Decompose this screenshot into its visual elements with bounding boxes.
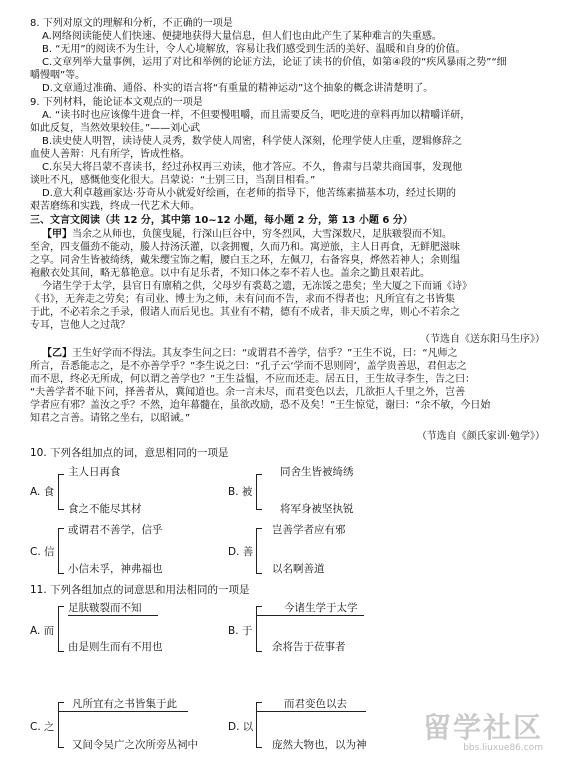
q11-stem: 11. 下列各组加点的词意思和用法相同的一项是 <box>30 584 250 596</box>
q8-option-a: A.网络阅读能使人们快速、便捷地获得大量信息，但人们也由此产生了某种难言的失重感。 <box>42 31 442 42</box>
q11-option-c-top: 凡所宜有之书皆集于此 <box>72 698 177 710</box>
q11-option-d-letter: D. 以 <box>228 721 254 733</box>
q8-stem: 8. 下列对原文的理解和分析，不正确的一项是 <box>30 18 233 29</box>
q10-option-c-top: 或谓君不善学，信乎 <box>68 524 163 536</box>
q10-option-d-letter: D. 善 <box>228 546 254 558</box>
q10-option-c-bracket <box>58 528 64 574</box>
q11-option-a-letter: A. 而 <box>30 625 55 637</box>
passage-jia-line6: 《书》，无奔走之劳矣；有司业、博士为之师，未有问而不告，求而不得者也；凡所宜有之书皆集 <box>30 294 455 305</box>
q11-option-a-top: 足肤皲裂而不知 <box>68 602 142 614</box>
passage-jia-line5: 今诸生学于太学，县官日有廪稍之供，父母岁有裘葛之遗，无冻馁之患矣；坐大厦之下而诵《诗》 <box>42 281 472 292</box>
q9-option-a: A. “读书时也应该像牛进食一样，不但要慢咀嚼，而且需要反刍，吧吃进的章料再加以精嚼详研， <box>42 110 471 121</box>
q9-stem: 9. 下列材料，能论证本文观点的一项是 <box>30 97 203 108</box>
passage-jia-text: 当余之从师也，负箧曳屣，行深山巨谷中，穷冬烈风，大雪深数尺，足肤皲裂而不知。 <box>72 229 452 240</box>
q9-option-b: B.读史使人明智，读诗使人灵秀，数学使人周密，科学使人深刻，伦理学使人庄重，逻辑修辞之 <box>42 136 463 147</box>
q9-option-a-cont: 如此反复，当然效果较佳。”——刘心武 <box>30 123 201 134</box>
q10-option-d-bracket <box>256 528 262 574</box>
passage-yi-line5: 学者应有邪？盖汝之乎？不然，迨年幕髓在，虽欲改励，恐不及矣！”王生惊觉，谢曰：“余不敏，今日始 <box>30 400 491 411</box>
passage-jia-line4: 袍敝衣处其间，略无慕艳意。以中有足乐者，不知口体之奉不若人也。盖余之勤且艰若此。 <box>30 268 430 279</box>
q10-option-a-letter: A. 食 <box>30 486 55 498</box>
passage-yi-line2: 所言，吾悉能志之，是不亦善学乎？”李生说之曰：“孔子云‘学而不思则罔’，盖学贵善思，君但志之 <box>30 361 467 372</box>
q10-option-b-bracket <box>256 474 262 510</box>
q10-option-c-bottom: 小信未孚，神弗福也 <box>68 563 163 575</box>
q9-option-c-cont: 谈吐不凡，感慨他变化很大。吕蒙说：“士别三日，当刮目相看。” <box>30 175 316 186</box>
passage-jia-line7: 于此，不必若余之手录，假诸人而后见也。其业有不精，德有不成者，非天质之卑，则心不若余之 <box>30 307 460 318</box>
passage-jia-source: （节选自《送东阳马生序》） <box>420 334 545 345</box>
q10-option-d-bottom: 以名啊善道 <box>272 563 325 575</box>
q9-option-d-cont: 艰苦磨练和实践，终成一代艺术大师。 <box>30 201 200 212</box>
q11-option-a-bottom: 由是则生而有不用也 <box>68 641 163 653</box>
q10-option-b-letter: B. 被 <box>228 486 253 498</box>
q11-option-d-top: 而君变色以去 <box>284 698 347 710</box>
q10-stem: 10. 下列各组加点的词，意思相同的一项是 <box>30 447 229 459</box>
passage-yi-line3: 而不思，终必无所成，何以谓之善学也？”王生益愠，不应而还走。居五日，王生故寻李生，告之曰： <box>30 374 476 385</box>
passage-yi-source: （节选自《颜氏家训·勉学》） <box>416 431 545 442</box>
q11-option-c-top-underline <box>58 711 188 712</box>
passage-yi-line1 <box>42 347 545 360</box>
passage-yi-line4: “夫善学者不耻下问，择善者从，冀闻道也。余一言未尽，而君变色以去，几欲拒人千里之外，岂善 <box>30 387 466 398</box>
passage-jia-line2: 至舍，四支僵劲不能动，媵人持汤沃灌，以衾拥覆，久而乃和。寓逆旅，主人日再食，无鲜肥滋味 <box>30 242 460 253</box>
section3-header: 三、文言文阅读（共 12 分，其中第 10~12 小题，每小题 2 分，第 13 小题 6 分） <box>30 215 413 226</box>
q11-option-d-top-underline <box>256 711 366 712</box>
passage-jia-line1 <box>42 228 545 241</box>
q10-option-a-top: 主人日再食 <box>68 466 121 478</box>
q11-option-c-bottom: 又间令吴广之次所旁丛祠中 <box>72 739 198 751</box>
watermark-logo-text: 留学社区 <box>422 711 543 744</box>
q11-option-d-bracket <box>256 702 262 748</box>
site-watermark <box>423 713 543 754</box>
q11-option-c-bracket <box>58 702 64 748</box>
q11-option-b-top-underline <box>256 615 364 616</box>
q11-option-b-bracket <box>256 606 262 652</box>
q11-option-b-bottom: 余将告于莅事者 <box>272 641 346 653</box>
q11-option-d-bottom: 庞然大物也，以为神 <box>272 739 367 751</box>
passage-jia-line8: 专耳，岂他人之过哉？ <box>30 320 130 331</box>
q8-option-d: D.文章通过准确、通俗、朴实的语言将“有重量的精神运动”这个抽象的概念讲清楚明了。 <box>42 83 434 94</box>
q11-option-a-bracket <box>58 606 64 652</box>
passage-jia-line3: 之享。同舍生皆被绮绣，戴朱缨宝饰之帽，腰白玉之环，左佩刀，右备容臭，烨然若神人；余则缊 <box>30 255 460 266</box>
q11-option-b-letter: B. 于 <box>228 625 253 637</box>
passage-yi-line6: 知君之言善。请铭之坐右，以昭诫。” <box>30 413 191 424</box>
q9-option-d: D.意大利卓越画家达·芬奇从小就爱好绘画，在老师的指导下，他苦练素描基本功，经过长期的 <box>42 188 457 199</box>
q8-option-b: B. “无用”的阅读不为生计，令人心境解放，容易让我们感受到生活的美好、温暖和自身的价值。 <box>42 44 466 55</box>
q10-option-d-top: 岂善学者应有邪 <box>272 524 346 536</box>
q11-option-c-letter: C. 之 <box>30 721 55 733</box>
passage-jia-label: 【甲】 <box>42 229 72 240</box>
q8-option-c: C.文章列举大量事例，运用了对比和举例的论证方法，论证了读书的价值，如第④段的“疾风暴雨之势”“细 <box>42 57 507 68</box>
q10-option-b-top: 同舍生皆被绮绣 <box>280 466 354 478</box>
q10-option-a-bracket <box>58 474 64 510</box>
q10-option-a-bottom: 食之不能尽其材 <box>68 503 142 515</box>
q11-option-b-top: 今诸生学于太学 <box>284 602 358 614</box>
q9-option-b-cont: 血使人善辩：凡有所学，皆成性格。 <box>30 149 190 160</box>
q9-option-c: C.东吴大将吕蒙不喜读书，经过孙权再三劝读，他才答应。不久，鲁肃与吕蒙共商国事，发现他 <box>42 162 463 173</box>
passage-yi-label: 【乙】 <box>42 348 72 359</box>
watermark-url: bbs.liuxue86.com <box>463 743 543 753</box>
q10-option-c-letter: C. 信 <box>30 546 55 558</box>
q10-option-b-bottom: 将军身被坚执锐 <box>280 503 354 515</box>
q11-option-a-top-underline <box>68 615 158 616</box>
q8-option-c-cont: 嚼慢咽”等。 <box>30 70 86 81</box>
passage-yi-text: 王生好学而不得法。其友李生问之曰：“或谓君不善学，信乎？”王生不说，曰：“凡师之 <box>72 348 458 359</box>
